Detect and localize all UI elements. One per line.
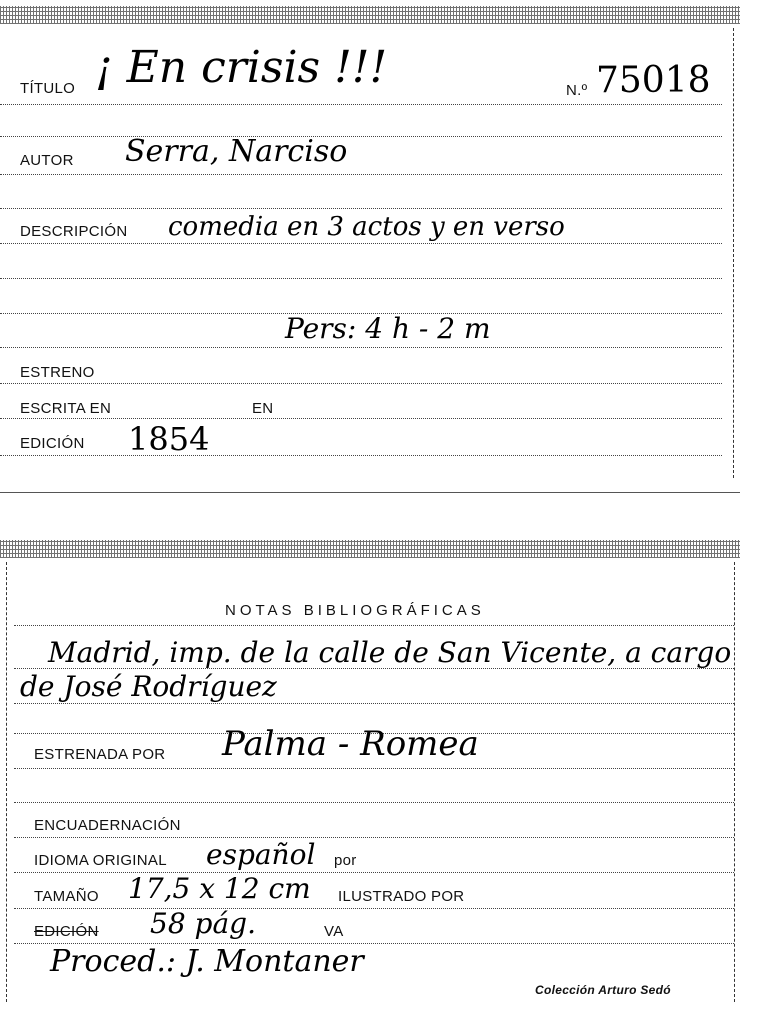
personajes-value: Pers: 4 h - 2 m: [285, 312, 491, 345]
estreno-label: ESTRENO: [20, 364, 95, 381]
numero-value: 75018: [596, 60, 711, 101]
por-label: por: [334, 852, 357, 869]
coleccion-label: Colección Arturo Sedó: [535, 983, 671, 997]
escrita-en-label: ESCRITA EN: [20, 400, 112, 417]
edicion-line: [0, 455, 722, 456]
card-right-edge: [733, 28, 734, 478]
tamano-line: [14, 908, 734, 909]
descripcion-label: DESCRIPCIÓN: [20, 223, 128, 240]
titulo-value: ¡ En crisis !!!: [95, 42, 388, 93]
autor-label: AUTOR: [20, 152, 74, 169]
card-left-edge: [6, 562, 7, 1002]
descripcion-line: [0, 243, 722, 244]
rule: [14, 668, 734, 669]
estrenada-value: Palma - Romea: [222, 724, 479, 764]
titulo-line: [0, 104, 722, 105]
estrenada-line: [14, 768, 734, 769]
paginas-value: 58 pág.: [150, 907, 256, 940]
escrita-line: [0, 418, 722, 419]
idioma-line: [14, 872, 734, 873]
card-top-edge: [0, 540, 740, 558]
rule: [14, 802, 734, 803]
rule: [14, 625, 734, 626]
edicion-value: 1854: [128, 420, 210, 458]
card-right-edge: [734, 562, 735, 1002]
notas-line-2: de José Rodríguez: [20, 670, 277, 703]
rule: [0, 347, 722, 348]
edicion-label: EDICIÓN: [34, 923, 99, 940]
rule: [14, 703, 734, 704]
encuadernacion-label: ENCUADERNACIÓN: [34, 817, 181, 834]
catalog-card-front: [0, 0, 740, 493]
notas-line-1: Madrid, imp. de la calle de San Vicente, a cargo: [48, 636, 732, 669]
rule: [0, 208, 722, 209]
edicion-label: EDICIÓN: [20, 435, 85, 452]
tamano-value: 17,5 x 12 cm: [128, 872, 311, 905]
idioma-label: IDIOMA ORIGINAL: [34, 852, 167, 869]
rule: [0, 136, 722, 137]
card-top-edge: [0, 6, 740, 24]
idioma-value: español: [206, 838, 316, 871]
descripcion-value: comedia en 3 actos y en verso: [168, 212, 565, 242]
ilustrado-label: ILUSTRADO POR: [338, 888, 465, 905]
autor-value: Serra, Narciso: [125, 134, 348, 169]
catalog-card-back: [0, 540, 740, 1028]
tamano-label: TAMAÑO: [34, 888, 99, 905]
notas-heading: NOTAS BIBLIOGRÁFICAS: [225, 602, 485, 619]
numero-label: N.º: [566, 82, 588, 99]
estreno-line: [0, 383, 722, 384]
va-label: VA: [324, 923, 344, 940]
titulo-label: TÍTULO: [20, 80, 76, 97]
autor-line: [0, 174, 722, 175]
en-label: EN: [252, 400, 274, 417]
rule: [0, 278, 722, 279]
encuadernacion-line: [14, 837, 734, 838]
estrenada-label: ESTRENADA POR: [34, 746, 166, 763]
card-bottom-edge: [0, 492, 740, 493]
proced-value: Proced.: J. Montaner: [50, 944, 364, 979]
